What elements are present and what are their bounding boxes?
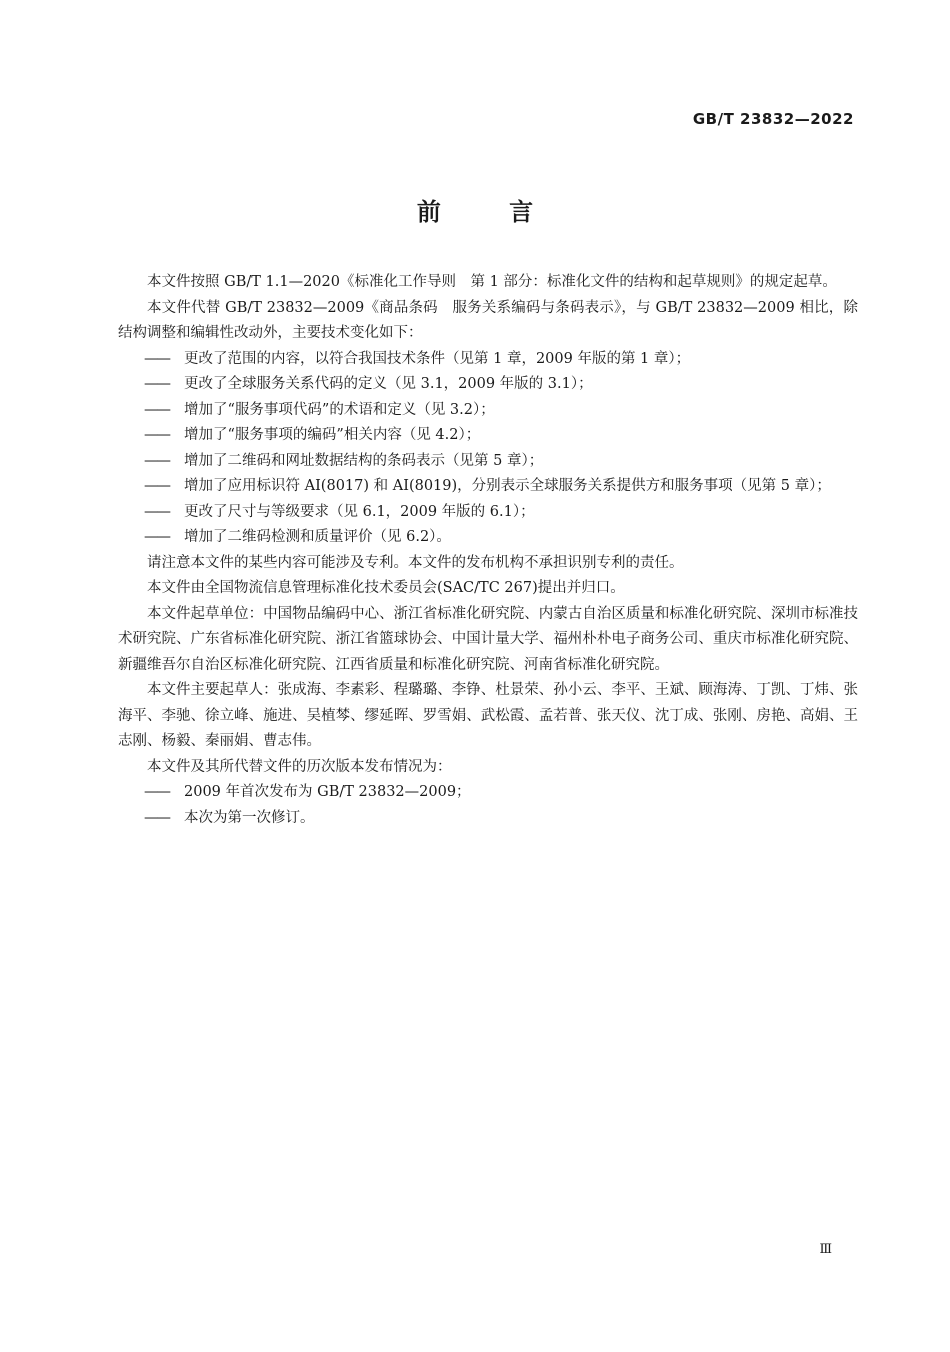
change-item-text: 更改了尺寸与等级要求（见 6.1，2009 年版的 6.1）； [184, 503, 535, 520]
dash-mark: —— [144, 784, 169, 800]
change-item [118, 398, 858, 424]
paragraph-replacement: 本文件代替 GB/T 23832—2009《商品条码 服务关系编码与条码表示》，与 GB/T 23832—2009 相比，除结构调整和编辑性改动外，主要技术变化如下： [118, 299, 858, 341]
change-item-text: 增加了“服务事项代码”的术语和定义（见 3.2）； [184, 401, 495, 418]
change-item [118, 474, 858, 500]
change-item-text: 增加了二维码和网址数据结构的条码表示（见第 5 章）； [184, 452, 544, 469]
change-item-text: 更改了范围的内容，以符合我国技术条件（见第 1 章，2009 年版的第 1 章）； [184, 350, 691, 367]
foreword-body [118, 270, 858, 831]
history-item [118, 780, 858, 806]
dash-mark: —— [144, 401, 169, 418]
dash-mark: —— [144, 529, 169, 545]
dash-mark: —— [144, 809, 169, 826]
page-number: Ⅲ [819, 1242, 832, 1257]
paragraph-drafting-units: 本文件起草单位：中国物品编码中心、浙江省标准化研究院、内蒙古自治区质量和标准化研究院、深圳市标准技术研究院、广东省标准化研究院、浙江省篮球协会、中国计量大学、福州朴朴电子商务公司、重庆市标准化研究院、新疆维吾尔自治区标准化研究院、江西省质量和标准化研究院、河南省标准化研究院。 [118, 605, 858, 673]
page-title: 前 言 [416, 198, 564, 226]
dash-mark: —— [144, 478, 169, 494]
change-item [118, 525, 858, 551]
paragraph-drafters: 本文件主要起草人：张成海、李素彩、程璐璐、李铮、杜景荣、孙小云、李平、王斌、顾海涛、丁凯、丁炜、张海平、李驰、徐立峰、施进、吴植棽、缪延晖、罗雪娟、武松霞、孟若普、张天仪、沈丁成、张刚、房艳、高娟、王志刚、杨毅、秦丽娟、曹志伟。 [118, 682, 858, 749]
change-item [118, 372, 858, 398]
history-item-text: 2009 年首次发布为 GB/T 23832—2009； [184, 784, 471, 800]
change-item-text: 更改了全球服务关系代码的定义（见 3.1，2009 年版的 3.1）； [184, 376, 593, 392]
change-item-text: 增加了“服务事项的编码”相关内容（见 4.2）； [184, 427, 481, 443]
change-item-text: 增加了二维码检测和质量评价（见 6.2）。 [184, 529, 451, 545]
dash-mark: —— [144, 350, 169, 367]
standard-number: GB/T 23832—2022 [692, 110, 854, 128]
history-item [118, 806, 858, 832]
dash-mark: —— [144, 427, 169, 443]
change-item-text: 增加了应用标识符 AI(8017) 和 AI(8019)，分别表示全球服务关系提供方和服务事项（见第 5 章）； [184, 478, 831, 494]
paragraph-drafting-rules: 本文件按照 GB/T 1.1—2020《标准化工作导则 第 1 部分：标准化文件的结构和起草规则》的规定起草。 [147, 274, 837, 290]
paragraph-proposer: 本文件由全国物流信息管理标准化技术委员会(SAC/TC 267)提出并归口。 [147, 580, 625, 596]
paragraph-patent-notice: 请注意本文件的某些内容可能涉及专利。本文件的发布机构不承担识别专利的责任。 [147, 554, 684, 571]
change-item [118, 449, 858, 475]
history-item-text: 本次为第一次修订。 [184, 809, 315, 826]
change-item [118, 423, 858, 449]
dash-mark: —— [144, 376, 169, 392]
dash-mark: —— [144, 452, 169, 469]
change-item [118, 500, 858, 526]
paragraph-history-intro: 本文件及其所代替文件的历次版本发布情况为： [147, 758, 452, 775]
dash-mark: —— [144, 503, 169, 520]
change-item [118, 347, 858, 373]
